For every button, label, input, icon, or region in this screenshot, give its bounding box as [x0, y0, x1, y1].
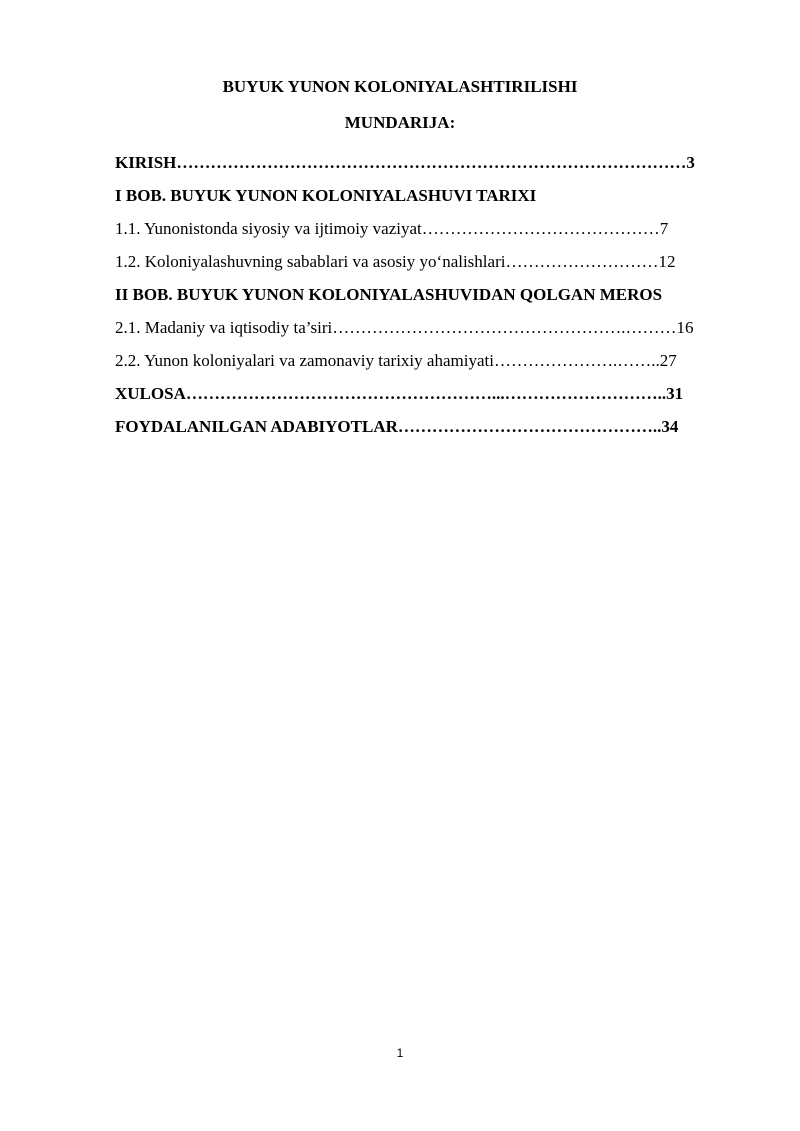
toc-entry-xulosa: XULOSA………………………………………………...………………………..31: [115, 384, 684, 403]
toc-entry-adabiyotlar: FOYDALANILGAN ADABIYOTLAR………………………………………..34: [115, 417, 679, 436]
document-title: BUYUK YUNON KOLONIYALASHTIRILISHI: [222, 77, 578, 96]
toc-entry-kirish: KIRISH………………………………………………………………………………3: [115, 153, 695, 172]
toc-entry-2-1: 2.1. Madaniy va iqtisodiy ta’siri…………………………………………….………16: [115, 318, 694, 337]
page-number: 1: [396, 1046, 404, 1060]
table-of-contents: [115, 150, 738, 447]
toc-chapter-1: I BOB. BUYUK YUNON KOLONIYALASHUVI TARIXI: [115, 186, 537, 205]
toc-entry-2-2: 2.2. Yunon koloniyalari va zamonaviy tarixiy ahamiyati………………….……..27: [115, 351, 677, 370]
toc-chapter-2: II BOB. BUYUK YUNON KOLONIYALASHUVIDAN QOLGAN MEROS: [115, 285, 663, 304]
toc-entry-1-1: 1.1. Yunonistonda siyosiy va ijtimoiy vaziyat……………………………………7: [115, 219, 669, 238]
toc-heading: MUNDARIJA:: [344, 113, 456, 132]
toc-entry-1-2: 1.2. Koloniyalashuvning sabablari va asosiy yo‘nalishlari………………………12: [115, 252, 676, 271]
